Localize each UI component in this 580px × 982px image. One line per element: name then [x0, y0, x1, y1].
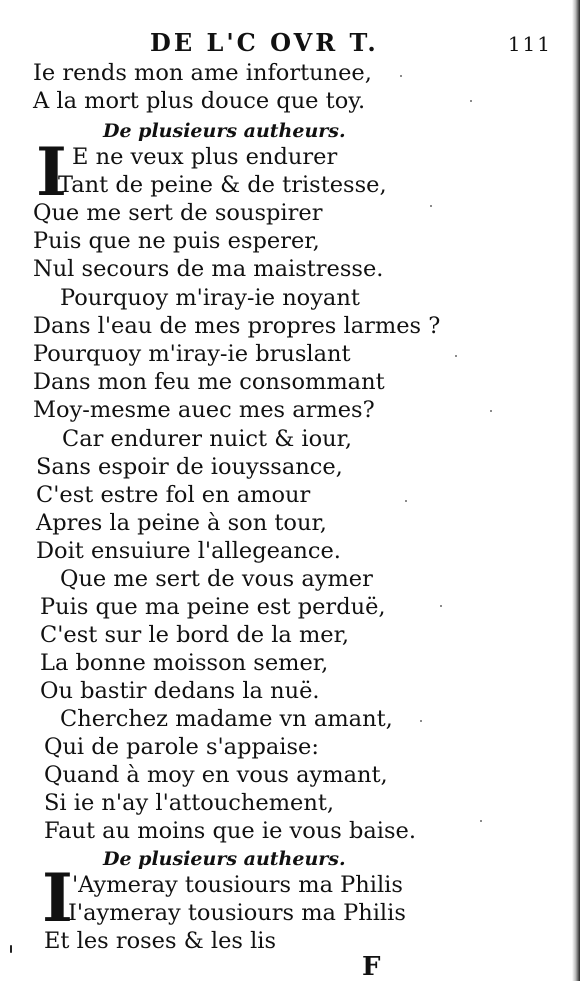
verse-line: A la mort plus douce que toy.: [33, 88, 366, 114]
verse-line: Tant de peine & de tristesse,: [58, 172, 387, 198]
verse-line: Dans l'eau de mes propres larmes ?: [33, 313, 441, 339]
verse-line: 'Aymeray tousiours ma Philis: [72, 872, 403, 898]
verse-line: Puis que ne puis esperer,: [33, 228, 320, 254]
verse-line: Quand à moy en vous aymant,: [44, 762, 388, 788]
ink-speck: [470, 100, 472, 102]
verse-line: Si ie n'ay l'attouchement,: [44, 790, 335, 816]
verse-line: Apres la peine à son tour,: [36, 510, 327, 536]
section-heading: De plusieurs autheurs.: [103, 848, 346, 870]
verse-line: Car endurer nuict & iour,: [62, 426, 353, 452]
verse-line: Qui de parole s'appaise:: [44, 734, 319, 760]
ink-mark: [10, 945, 12, 953]
verse-line: Dans mon feu me consommant: [33, 369, 385, 395]
signature-mark: F: [362, 952, 381, 982]
page-number: 111: [507, 32, 552, 56]
verse-line: Que me sert de souspirer: [33, 200, 323, 226]
verse-line: Sans espoir de iouyssance,: [36, 454, 343, 480]
verse-line: Nul secours de ma maistresse.: [33, 256, 384, 282]
page-edge-shadow: [572, 0, 580, 981]
verse-line: La bonne moisson semer,: [40, 650, 329, 676]
verse-line: Pourquoy m'iray-ie bruslant: [33, 341, 351, 367]
verse-line: Que me sert de vous aymer: [60, 566, 373, 592]
running-head: DE L'C OVR T.: [150, 28, 379, 57]
drop-cap: I: [42, 859, 73, 937]
verse-line: Cherchez madame vn amant,: [60, 706, 393, 732]
ink-speck: [420, 720, 422, 722]
verse-line: Moy-mesme auec mes armes?: [33, 397, 375, 423]
ink-speck: [480, 820, 482, 822]
ink-speck: [455, 355, 457, 357]
verse-line: Ou bastir dedans la nuë.: [40, 678, 320, 704]
ink-speck: [400, 75, 402, 77]
ink-speck: [440, 605, 442, 607]
ink-speck: [405, 500, 407, 502]
verse-line: Puis que ma peine est perduë,: [40, 594, 386, 620]
ink-speck: [490, 410, 492, 412]
verse-line: Ie rends mon ame infortunee,: [33, 60, 372, 86]
verse-line: Doit ensuiure l'allegeance.: [36, 538, 341, 564]
section-heading: De plusieurs autheurs.: [103, 120, 346, 142]
verse-line: Faut au moins que ie vous baise.: [44, 818, 417, 844]
verse-line: Pourquoy m'iray-ie noyant: [60, 285, 360, 311]
verse-line: C'est estre fol en amour: [36, 482, 311, 508]
ink-speck: [430, 205, 432, 207]
verse-line: I'aymeray tousiours ma Philis: [68, 900, 406, 926]
verse-line: Et les roses & les lis: [44, 928, 277, 954]
page-header: [150, 28, 560, 58]
drop-cap: I: [36, 133, 67, 211]
verse-line: C'est sur le bord de la mer,: [40, 622, 350, 648]
verse-line: E ne veux plus endurer: [72, 144, 338, 170]
